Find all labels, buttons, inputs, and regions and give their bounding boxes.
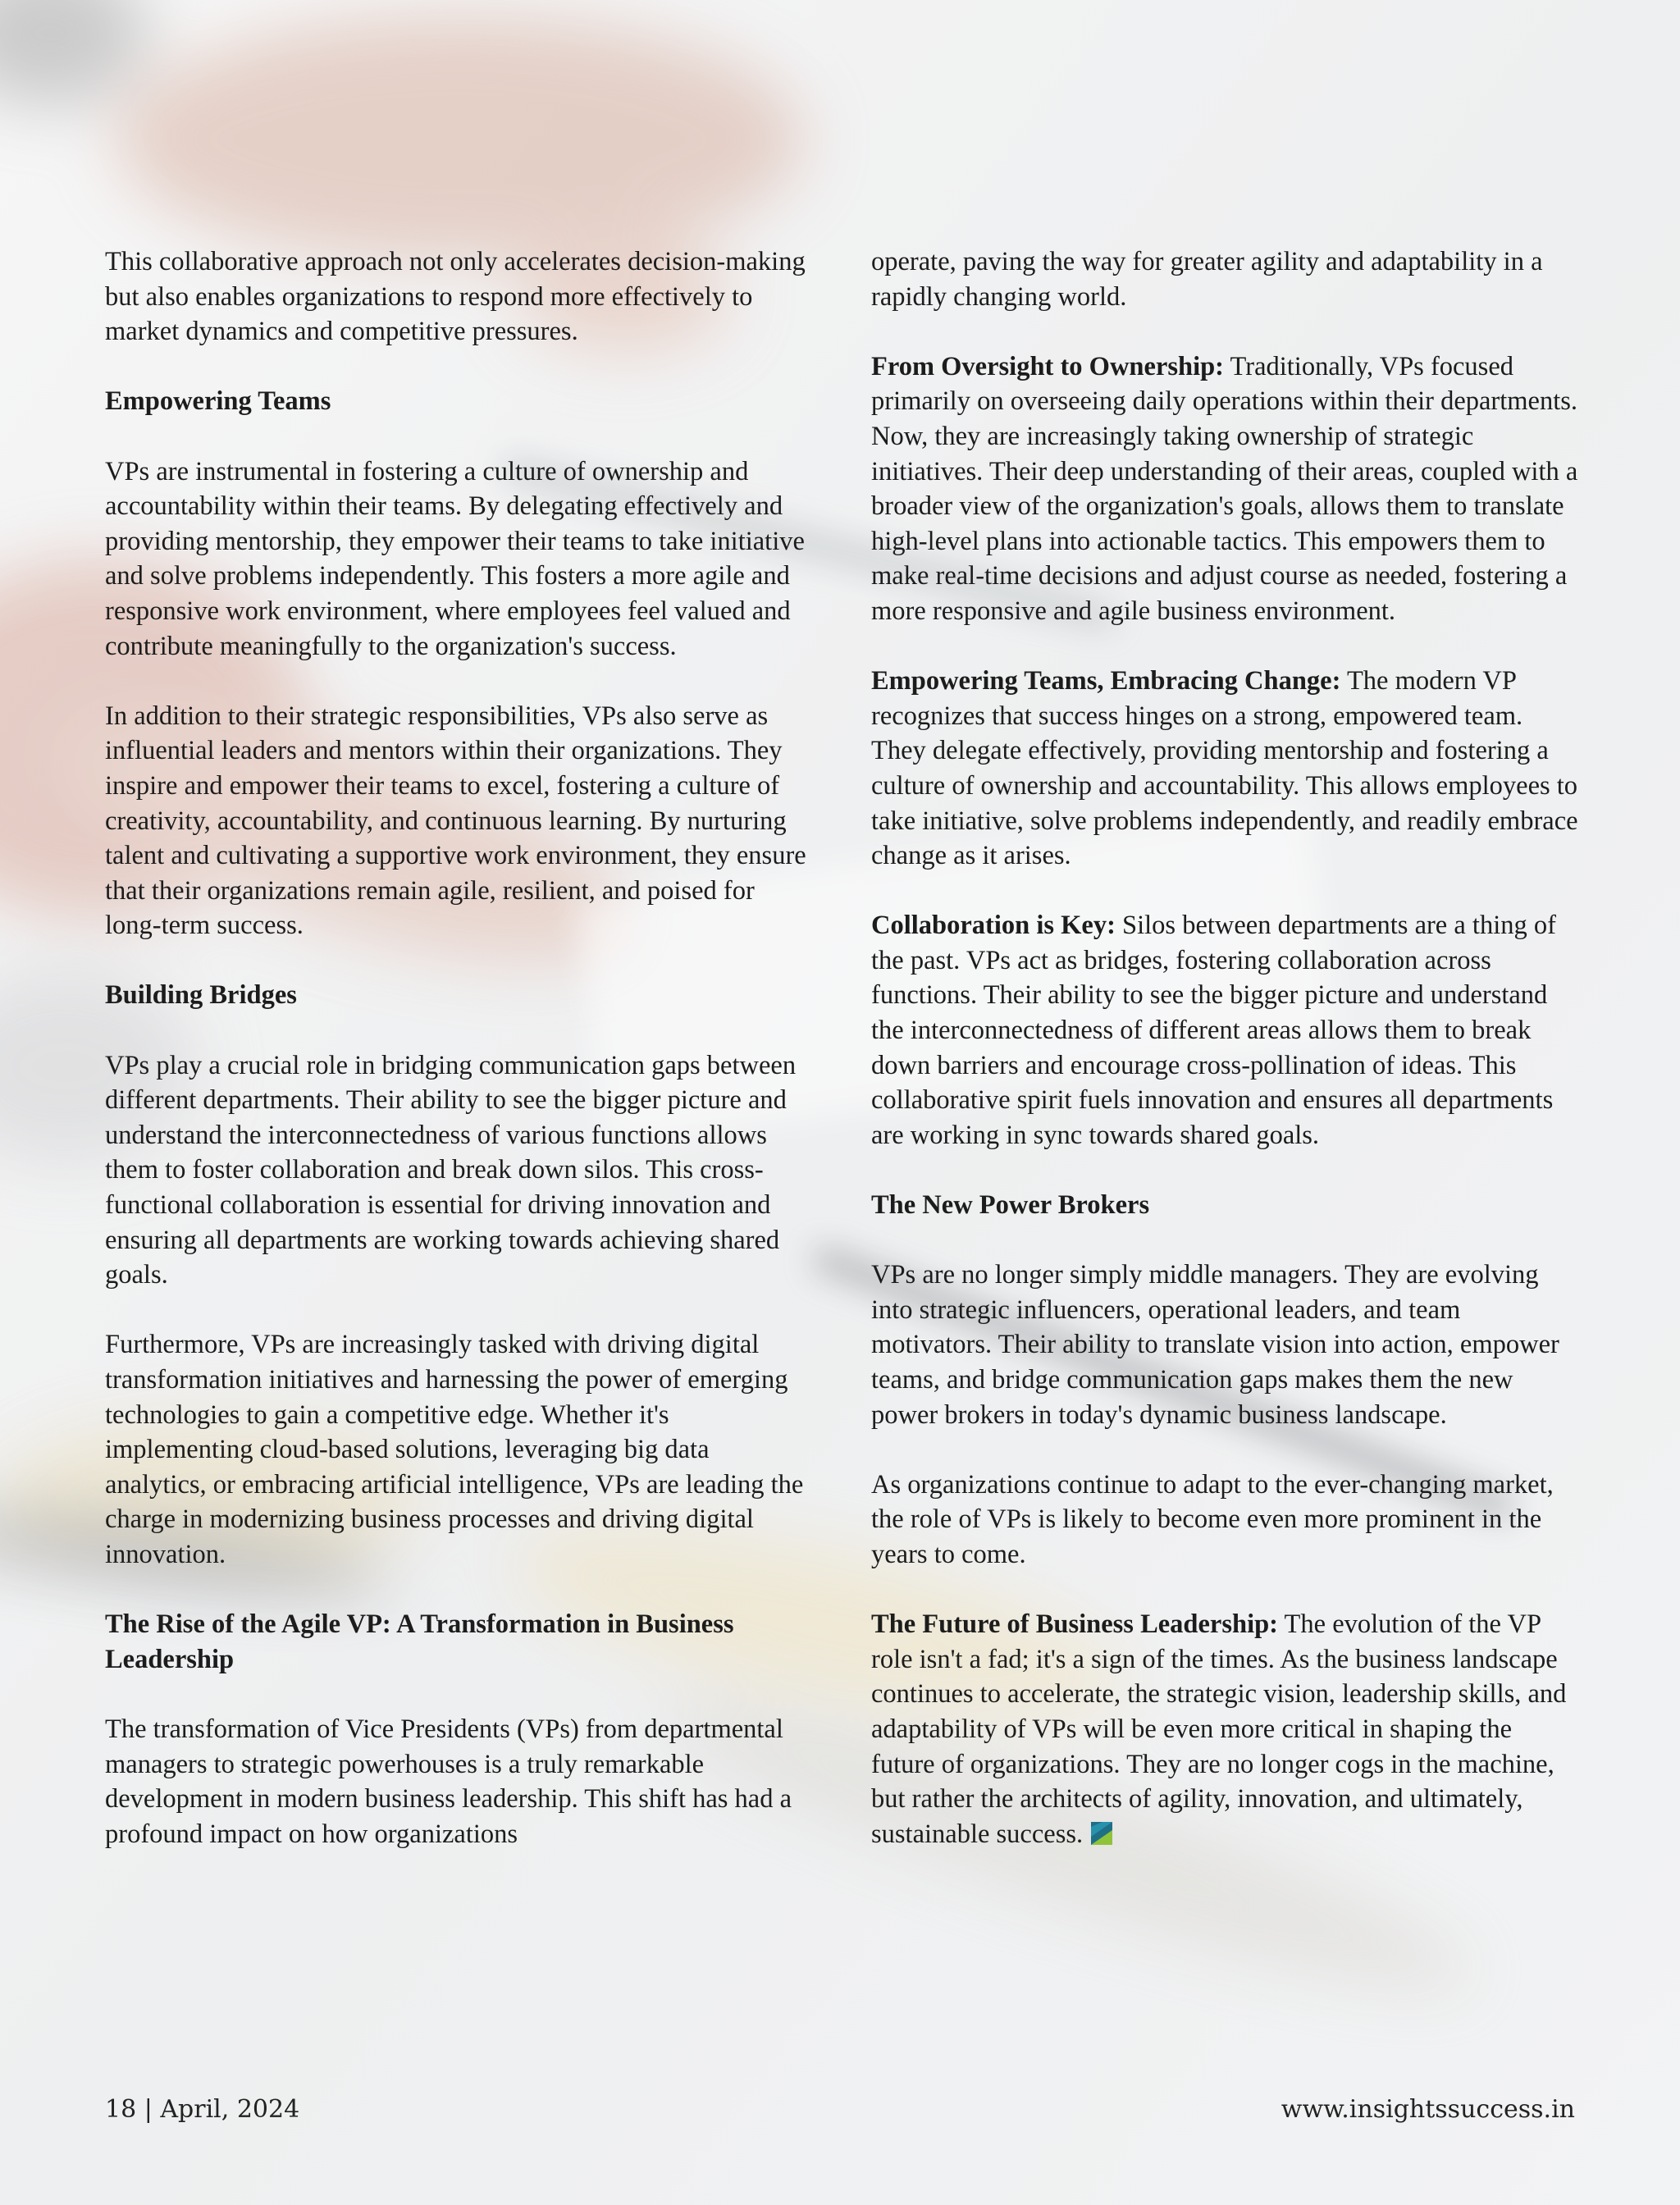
section-heading: The Rise of the Agile VP: A Transformation in Business Leadership — [105, 1609, 734, 1674]
paragraph — [871, 908, 1578, 1153]
paragraph: VPs are instrumental in fostering a culture of ownership and accountability within their teams. By delegating effectively and providing mentorship, they empower their teams to take initiative and solve problems independently. This fosters a more agile and responsive work environment, where employees feel valued and contribute meaningfully to the organization's success. — [105, 456, 805, 661]
paragraph: VPs are no longer simply middle managers. They are evolving into strategic influencers, operational leaders, and team motivators. Their ability to translate vision into action, empower teams, and bridge communication gaps makes them the new power brokers in today's dynamic business landscape. — [871, 1260, 1559, 1430]
paragraph-body: Traditionally, VPs focused primarily on overseeing daily operations within their departments. Now, they are increasingly taking ownership of strategic initiatives. Their deep understanding of their areas, coupled with a broader view of the organization's goals, allows them to translate high-level plans into actionable tactics. This empowers them to make real-time decisions and adjust course as needed, fostering a more responsive and agile business environment. — [871, 351, 1578, 626]
paragraph: The transformation of Vice Presidents (VPs) from departmental managers to strategic powerhouses is a truly remarkable development in modern business leadership. This shift has had a profound impact on how organizations — [105, 1714, 792, 1849]
paragraph-lead: From Oversight to Ownership: — [871, 351, 1224, 381]
paragraph-body: Silos between departments are a thing of the past. VPs act as bridges, fostering collaboration across functions. Their ability to see the bigger picture and understand the interconnectedness of different areas allows them to break down barriers and encourage cross-pollination of ideas. This collaborative spirit fuels innovation and ensures all departments are working in sync towards shared goals. — [871, 911, 1556, 1150]
website-url[interactable]: www.insightssuccess.in — [1281, 2095, 1575, 2124]
right-column — [871, 244, 1578, 1887]
section-heading: Empowering Teams — [105, 386, 331, 417]
section-heading: The New Power Brokers — [871, 1190, 1150, 1221]
page-number-date: 18 | April, 2024 — [105, 2095, 300, 2124]
end-of-article-icon — [1091, 1822, 1112, 1845]
paragraph: In addition to their strategic responsibilities, VPs also serve as influential leaders and mentors within their organizations. They inspire and empower their teams to excel, fostering a culture of creativity, accountability, and continuous learning. By nurturing talent and cultivating a supportive work environment, they ensure that their organizations remain agile, resilient, and poised for long-term success. — [105, 701, 806, 941]
paragraph: operate, paving the way for greater agility and adaptability in a rapidly changing world. — [871, 247, 1543, 312]
section-heading: Building Bridges — [105, 980, 297, 1011]
paragraph: This collaborative approach not only accelerates decision-making but also enables organizations to respond more effectively to market dynamics and competitive pressures. — [105, 247, 806, 347]
left-column — [105, 244, 810, 1887]
paragraph-lead: Collaboration is Key: — [871, 911, 1116, 941]
paragraph-lead: Empowering Teams, Embracing Change: — [871, 666, 1341, 696]
paragraph-lead: The Future of Business Leadership: — [871, 1609, 1278, 1640]
paragraph-body: The evolution of the VP role isn't a fad; it's a sign of the times. As the business landscape continues to accelerate, the strategic vision, leadership skills, and adaptability of VPs will be even more critical in shaping the future of organizations. They are no longer cogs in the machine, but rather the architects of agility, innovation, and ultimately, sustainable success. — [871, 1609, 1567, 1849]
paragraph: Furthermore, VPs are increasingly tasked with driving digital transformation initiatives and harnessing the power of emerging technologies to gain a competitive edge. Whether it's implementing cloud-based solutions, leveraging big data analytics, or embracing artificial intelligence, VPs are leading the charge in modernizing business processes and driving digital innovation. — [105, 1330, 804, 1569]
paragraph: As organizations continue to adapt to the ever-changing market, the role of VPs is likely to become even more prominent in the years to come. — [871, 1469, 1554, 1569]
paragraph — [871, 664, 1578, 874]
paragraph — [871, 349, 1578, 629]
paragraph: VPs play a crucial role in bridging communication gaps between different departments. Their ability to see the bigger picture and understand the interconnectedness of various functions allows them to foster collaboration and break down silos. This cross-functional collaboration is essential for driving innovation and ensuring all departments are working towards achieving shared goals. — [105, 1050, 797, 1290]
paragraph — [871, 1607, 1578, 1851]
paragraph-body: The modern VP recognizes that success hinges on a strong, empowered team. They delegate effectively, providing mentorship and fostering a culture of ownership and accountability. This allows employees to take initiative, solve problems independently, and readily embrace change as it arises. — [871, 666, 1578, 871]
